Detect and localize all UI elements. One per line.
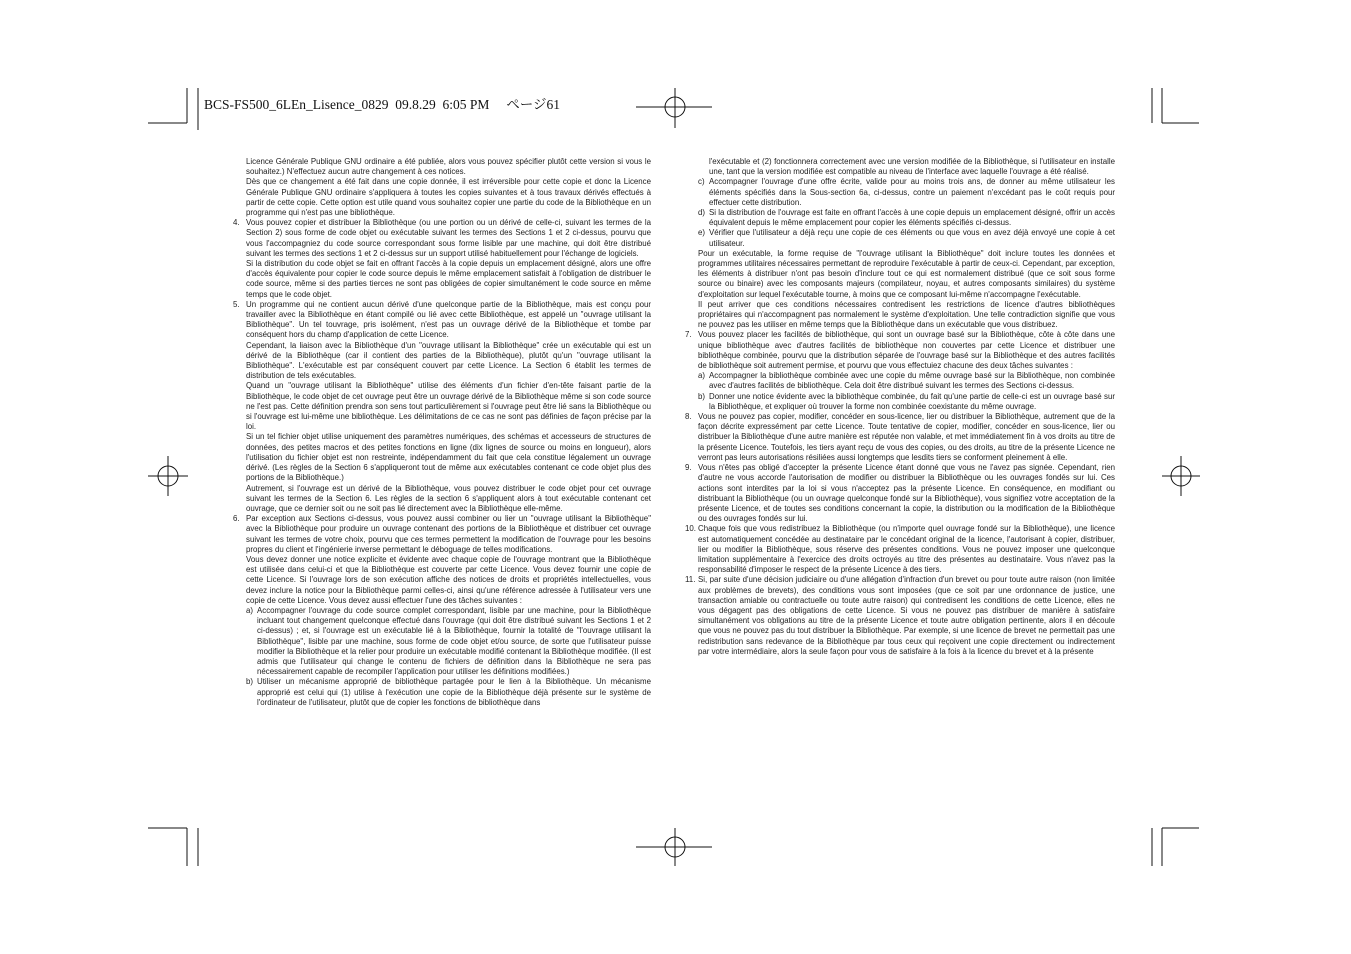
paragraph-text: Par exception aux Sections ci-dessus, vous pouvez aussi combiner ou lier un "ouvrage utilisant la Bibliothèque" avec la Bibliothèque pour produire un ouvrage contenant des portions de la Bibliothèque et distribuer cet ouvrage suivant les termes de votre choix, pourvu que ces termes permettent la modification de l'ouvrage pour les besoins propres du client et l'ingénierie inverse permettant le déboguage de telles modifications. (246, 514, 651, 554)
paragraph-number: b) (246, 677, 254, 687)
paragraph-text: Vous pouvez copier et distribuer la Bibliothèque (ou une portion ou un dérivé de celle-ci, suivant les termes de la Section 2) sous forme de code objet ou exécutable suivant les termes des Sections 1 et 2 ci-dessus, pourvu que vous l'accompagniez du code source correspondant sous forme lisible par une machine, qui doit être distribué suivant les termes des sections 1 et 2 ci-dessus sur un support utilisé habituellement pour l'échange de logiciels. (246, 218, 651, 258)
left-text-column (233, 157, 651, 708)
paragraph-text: Un programme qui ne contient aucun dérivé d'une quelconque partie de la Bibliothèque, mais est conçu pour travailler avec la Bibliothèque en étant compilé ou lié avec cette Bibliothèque, est appelé un "ouvrage utilisant la Bibliothèque". Un tel touvrage, pris isolément, n'est pas un ouvrage dérivé de la Bibliothèque et tombe par conséquent hors du champ d'application de cette Licence. (246, 299, 651, 340)
paragraph-text: Chaque fois que vous redistribuez la Bibliothèque (ou n'importe quel ouvrage fondé sur la Bibliothèque), une licence est automatiquement concédée au destinataire par le concédant original de la licence, l'autorisant à copier, distribuer, lier ou modifier la Bibliothèque, sous réserve des présentes conditions. Vous ne pouvez imposer une quelconque limitation supplémentaire à l'exercice des droits octroyés au titre des présentes au destinataire. Vous n'avez pas la responsabilité d'imposer le respect de la présente Licence à des tiers. (698, 524, 1115, 575)
paragraph-number: 5. (233, 299, 240, 309)
lettered-subparagraph (233, 677, 651, 708)
numbered-paragraph (685, 575, 1115, 657)
paragraph-text: Si la distribution du code objet se fait en offrant l'accès à la copie depuis un emplacement désigné, alors une offre d'accès équivalente pour copier le code source depuis le même emplacement satisfait à l'obligation de distribuer le code source, même si des parties tierces ne sont pas obligées de copier simultanément le code source en même temps que le code objet. (246, 259, 651, 299)
paragraph-text: Si la distribution de l'ouvrage est faite en offrant l'accès à une copie depuis un emplacement désigné, offrir un accès équivalent depuis le même emplacement pour copier les éléments spécifiés ci-dessus. (709, 208, 1115, 228)
paragraph-text: Cependant, la liaison avec la Bibliothèque d'un "ouvrage utilisant la Bibliothèque" crée un exécutable qui est un dérivé de la Bibliothèque (car il contient des parties de la Bibliothèque), plutôt qu'un "ouvrage utilisant la Bibliothèque". L'exécutable est par conséquent couvert par cette Licence. La Section 6 établit les termes de distribution de tels exécutables. (246, 340, 651, 381)
paragraph-text: Dès que ce changement a été fait dans une copie donnée, il est irréversible pour cette copie et donc la Licence Générale Publique GNU ordinaire s'appliquera à toutes les copies suivantes et à tous travaux dérivés effectués à partir de cette copie. Cette option est utile quand vous souhaitez copier une partie du code de la Bibliothèque en un programme qui n'est pas une bibliothèque. (246, 177, 651, 218)
numbered-paragraph (233, 300, 651, 341)
paragraph-number: a) (246, 605, 254, 615)
paragraph-text: l'exécutable et (2) fonctionnera correctement avec une version modifiée de la Bibliothèque, si l'utilisateur en installe une, tant que la version modifiée est compatible au niveau de l'interface avec laquelle l'ouvrage a été réalisé. (709, 157, 1115, 177)
lettered-subparagraph (685, 392, 1115, 412)
paragraph-text: Accompagner l'ouvrage d'une offre écrite, valide pour au moins trois ans, de donner au même utilisateur les éléments spécifiés dans la Sous-section 6a, ci-dessus, contre un paiement n'excédant pas le coût requis pour effectuer cette distribution. (709, 177, 1115, 207)
paragraph-text: Pour un exécutable, la forme requise de "l'ouvrage utilisant la Bibliothèque" doit inclure toutes les données et programmes utilitaires nécessaires permettant de reproduire l'exécutable à partir de ceux-ci. Cependant, par exception, les éléments à distribuer n'ont pas besoin d'inclure tout ce qui est normalement distribué (que ce soit sous forme source ou binaire) avec les composants majeurs (compilateur, noyau, et autres composants similaires) du système d'exploitation sur lequel l'exécutable tourne, à moins que ce composant lui-même n'accompagne l'exécutable. (698, 248, 1115, 299)
paragraph-number: a) (698, 371, 706, 381)
paragraph-text: Vérifier que l'utilisateur a déjà reçu une copie de ces éléments ou que vous en avez déjà envoyé une copie à cet utilisateur. (709, 228, 1115, 248)
paragraph-text: Si, par suite d'une décision judiciaire ou d'une allégation d'infraction d'un brevet ou pour toute autre raison (non limitée aux problèmes de brevets), des conditions vous sont imposées (que ce soit par une ordonnance de justice, une transaction amiable ou contractuelle ou toute autre raison) qui contredisent les conditions de cette Licence, elles ne vous dégagent pas des obligations de cette Licence. Si vous ne pouvez pas distribuer de manière à satisfaire simultanément vos obligations au titre de la présente Licence et toute autre obligation pertinente, alors il en découle que vous ne pouvez pas du tout distribuer la Bibliothèque. Par exemple, si une licence de brevet ne permettait pas une redistribution sans redevance de la Bibliothèque par tous ceux qui reçoivent une copie directement ou indirectement par votre intermédiaire, alors la seule façon pour vous de satisfaire à la fois à la licence du brevet et à la présente (698, 575, 1115, 656)
paragraph-number: b) (698, 391, 706, 401)
paragraph-number: c) (698, 177, 705, 187)
paragraph-text: Accompagner la bibliothèque combinée avec une copie du même ouvrage basé sur la Bibliothèque, non combinée avec d'autres facilités de bibliothèque. Cela doit être distribué suivant les termes des Sections ci-dessus. (709, 371, 1115, 391)
numbered-paragraph (685, 524, 1115, 575)
lettered-subparagraph (685, 228, 1115, 248)
paragraph-text: Si un tel fichier objet utilise uniquement des paramètres numériques, des schémas et accesseurs de structures de données, des petites macros et des petites fonctions en ligne (dix lignes de source ou moins en longueur), alors l'utilisation du fichier objet est non restreinte, indépendamment du fait que cela constitue légalement un ouvrage dérivé. (Les règles de la Section 6 s'appliqueront tout de même aux exécutables contenant ce code objet plus des portions de la Bibliothèque.) (246, 432, 651, 483)
paragraph-number: 8. (685, 412, 692, 422)
paragraph-number: 7. (685, 330, 692, 340)
right-text-column (685, 157, 1115, 657)
numbered-paragraph (685, 330, 1115, 371)
paragraph-text: Vous devez donner une notice explicite et évidente avec chaque copie de l'ouvrage montrant que la Bibliothèque est utilisée dans celui-ci et que la Bibliothèque est couverte par cette Licence. Vous devez fournir une copie de cette Licence. Si l'ouvrage lors de son exécution affiche des notices de droits et propriétés intellectuelles, vous devez inclure la notice pour la Bibliothèque parmi celles-ci, ainsi qu'une référence adressée à l'utilisateur vers une copie de cette Licence. Vous devez aussi effectuer l'une des tâches suivantes : (246, 554, 651, 605)
paragraph-number: d) (698, 208, 706, 218)
lettered-subparagraph (233, 606, 651, 677)
paragraph-number: 9. (685, 463, 692, 473)
numbered-paragraph (233, 218, 651, 259)
paragraph-text: Donner une notice évidente avec la bibliothèque combinée, du fait qu'une partie de celle-ci est un ouvrage basé sur la Bibliothèque, et expliquer où trouver la forme non combinée coexistante du même ouvrage. (709, 391, 1115, 411)
paragraph-number: 11. (685, 575, 696, 585)
paragraph-text: Vous pouvez placer les facilités de bibliothèque, qui sont un ouvrage basé sur la Bibliothèque, côte à côte dans une unique bibliothèque avec d'autres facilités de bibliothèque non couvertes par cette Licence et distribuer une bibliothèque combinée, pourvu que la distribution séparée de l'ouvrage basé sur la Bibliothèque et des autres facilités de bibliothèque soit autrement permise, et pourvu que vous effectuiez chacune des deux tâches suivantes : (698, 330, 1115, 371)
paragraph-text: Autrement, si l'ouvrage est un dérivé de la Bibliothèque, vous pouvez distribuer le code objet pour cet ouvrage suivant les termes de la Section 6. Les règles de la section 6 s'appliquent alors à tout exécutable contenant cet ouvrage, que ce dernier soit ou ne soit pas lié directement avec la Bibliothèque elle-même. (246, 483, 651, 513)
paragraph-text: Utiliser un mécanisme approprié de bibliothèque partagée pour le lien à la Bibliothèque. Un mécanisme approprié est celui qui (1) utilise à l'exécution une copie de la Bibliothèque déjà présente sur le système de l'ordinateur de l'utilisateur, plutôt que de copier les fonctions de bibliothèque dans (257, 677, 651, 707)
print-slug-header: BCS-FS500_6LEn_Lisence_0829 09.8.29 6:05 PM ページ61 (204, 97, 560, 112)
paragraph-text: Il peut arriver que ces conditions nécessaires contredisent les restrictions de licence d'autres bibliothèques propriétaires qui n'accompagnent pas normalement le système d'exploitation. Une telle contradiction signifie que vous ne pouvez pas les utiliser en même temps que la Bibliothèque dans un exécutable que vous distribuez. (698, 299, 1115, 330)
numbered-paragraph (685, 412, 1115, 463)
paragraph-number: 6. (233, 514, 240, 524)
numbered-paragraph (685, 463, 1115, 524)
paragraph-text: Vous ne pouvez pas copier, modifier, concéder en sous-licence, lier ou distribuer la Bibliothèque, autrement que de la façon décrite expressément par cette Licence. Toute tentative de copier, modifier, concéder en sous-licence, lier ou distribuer la Bibliothèque d'une autre manière est réputée non valable, et met immédiatement fin à vos droits au titre de la présente Licence. Toutefois, les tiers ayant reçu de vous des copies, ou des droits, au titre de la présente Licence ne verront pas leurs autorisations résiliées aussi longtemps que lesdits tiers se conforment pleinement à elle. (698, 412, 1115, 462)
paragraph-text: Vous n'êtes pas obligé d'accepter la présente Licence étant donné que vous ne l'avez pas signée. Cependant, rien d'autre ne vous accorde l'autorisation de modifier ou distribuer la Bibliothèque ou les ouvrages fondés sur lui. Ces actions sont interdites par la loi si vous n'acceptez pas la présente Licence. En conséquence, en modifiant ou distribuant la Bibliothèque (ou un ouvrage quelconque fondé sur la Bibliothèque), vous signifiez votre acceptation de la présente Licence, et de toutes ses conditions concernant la copie, la distribution ou la modification de la Bibliothèque ou des ouvrages fondés sur lui. (698, 463, 1115, 524)
paragraph-text: Accompagner l'ouvrage du code source complet correspondant, lisible par une machine, pour la Bibliothèque incluant tout changement quelconque effectué dans l'ouvrage (qui doit être distribué suivant les Sections 1 et 2 ci-dessus) ; et, si l'ouvrage est un exécutable lié à la Bibliothèque, fournir la totalité de "l'ouvrage utilisant la Bibliothèque", lisible par une machine, sous forme de code objet et/ou source, de sorte que l'utilisateur puisse modifier la Bibliothèque et la relier pour produire un exécutable modifié contenant la Bibliothèque modifiée. (Il est admis que l'utilisateur qui change le contenu de fichiers de définition dans la Bibliothèque ne sera pas nécessairement capable de recompiler l'application pour utiliser les définitions modifiées.) (257, 605, 651, 677)
numbered-paragraph (233, 514, 651, 555)
lettered-subparagraph (685, 177, 1115, 208)
lettered-subparagraph (685, 371, 1115, 391)
paragraph-number: 4. (233, 218, 240, 228)
paragraph-text: Licence Générale Publique GNU ordinaire a été publiée, alors vous pouvez spécifier plutôt cette version si vous le souhaitez.) N'effectuez aucun autre changement à ces notices. (246, 157, 651, 177)
paragraph-number: e) (698, 228, 706, 238)
paragraph-number: 10. (685, 524, 696, 534)
lettered-subparagraph (685, 208, 1115, 228)
paragraph-text: Quand un "ouvrage utilisant la Bibliothèque" utilise des éléments d'un fichier d'en-tête faisant partie de la Bibliothèque, le code objet de cet ouvrage peut être un ouvrage dérivé de la Bibliothèque même si son code source ne l'est pas. Cette définition prendra son sens tout particulièrement si l'ouvrage peut être lié sans la Bibliothèque ou si l'ouvrage est lui-même une bibliothèque. Les délimitations de ce cas ne sont pas définies de façon précise par la loi. (246, 381, 651, 432)
